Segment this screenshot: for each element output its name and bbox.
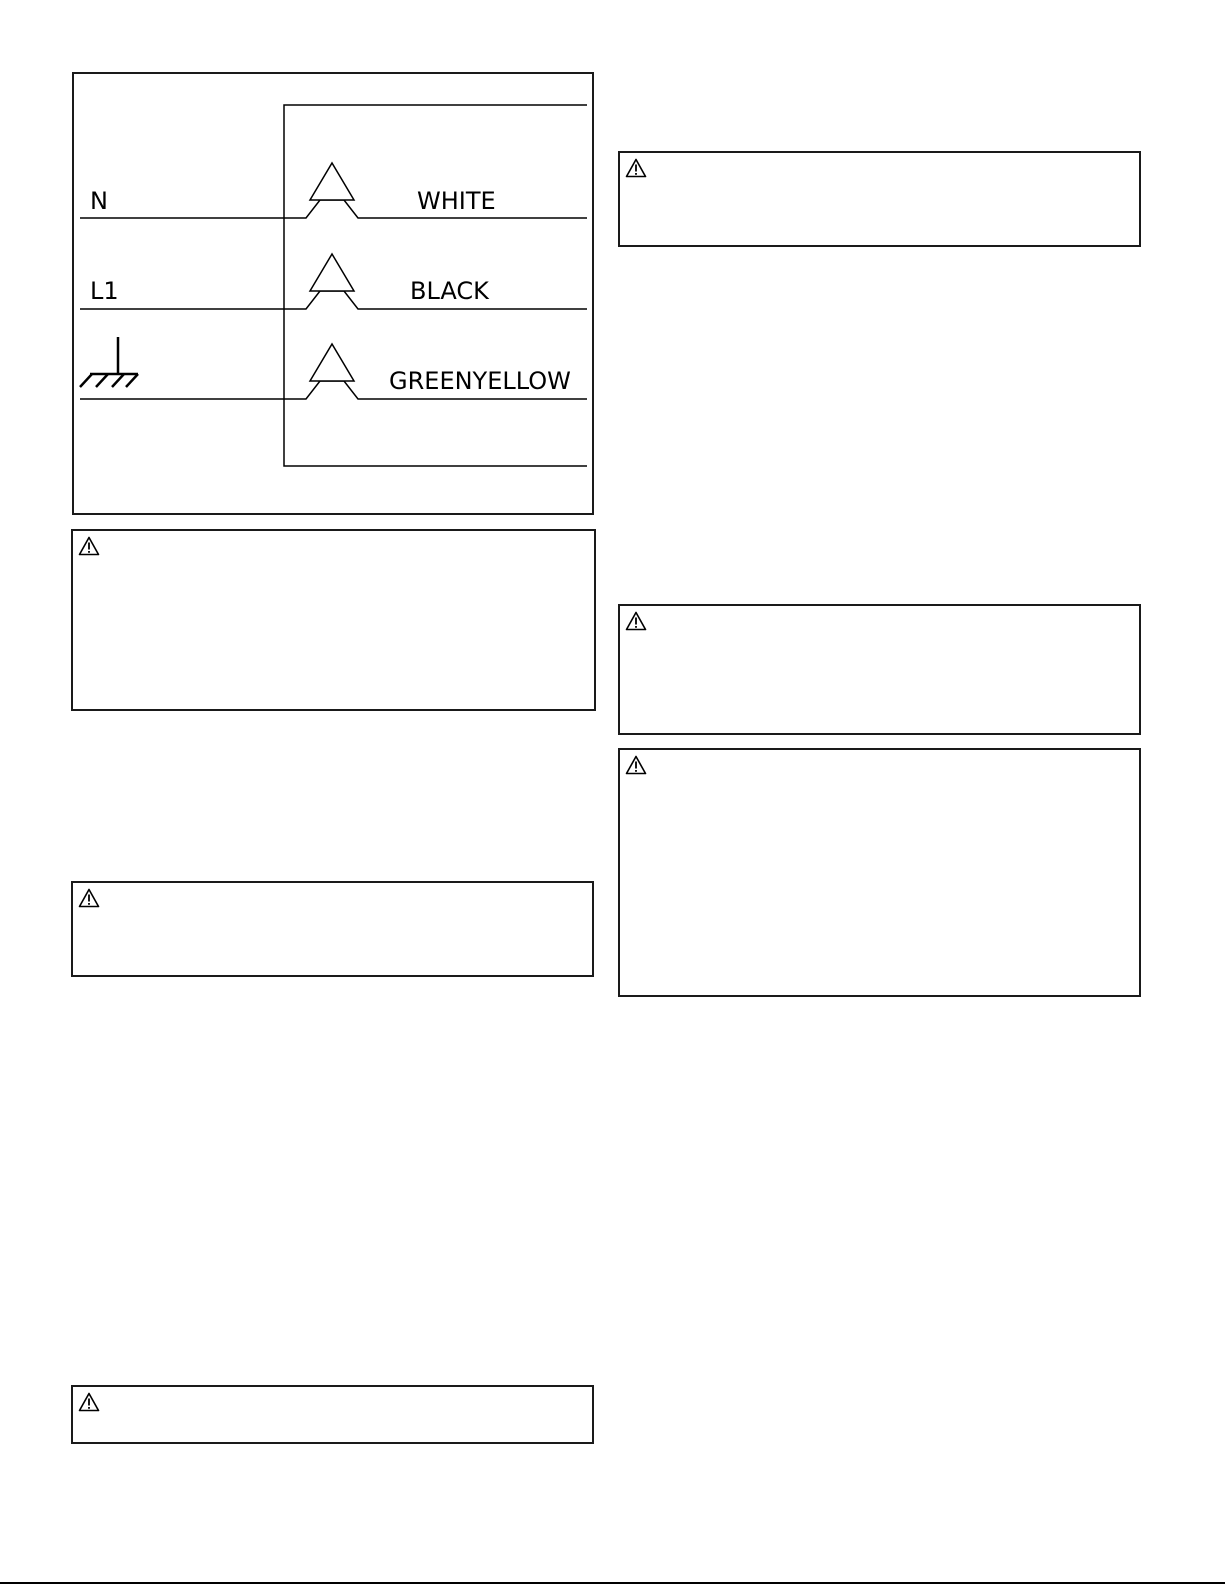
warning-triangle-icon	[625, 158, 647, 178]
warning-box	[618, 748, 1141, 997]
line-wire	[80, 254, 587, 309]
warning-box	[71, 1385, 594, 1444]
warning-triangle-icon	[625, 755, 647, 775]
wire-connector-icon	[310, 344, 354, 381]
warning-box	[618, 151, 1141, 247]
warning-triangle-icon	[78, 1392, 100, 1412]
warning-box	[71, 529, 596, 711]
label-line: L1	[90, 277, 119, 305]
warning-box	[618, 604, 1141, 735]
label-wire-greenyellow: GREENYELLOW	[389, 367, 571, 395]
label-neutral: N	[90, 187, 108, 215]
neutral-wire	[80, 163, 587, 218]
wiring-diagram	[72, 72, 594, 515]
warning-triangle-icon	[78, 888, 100, 908]
page-bottom-rule	[0, 1582, 1225, 1584]
label-wire-black: BLACK	[410, 277, 489, 305]
warning-box	[71, 881, 594, 977]
ground-icon	[80, 337, 138, 387]
warning-triangle-icon	[78, 536, 100, 556]
wire-connector-icon	[310, 254, 354, 291]
wire-connector-icon	[310, 163, 354, 200]
warning-triangle-icon	[625, 611, 647, 631]
wiring-diagram-svg	[72, 72, 594, 515]
label-wire-white: WHITE	[417, 187, 496, 215]
